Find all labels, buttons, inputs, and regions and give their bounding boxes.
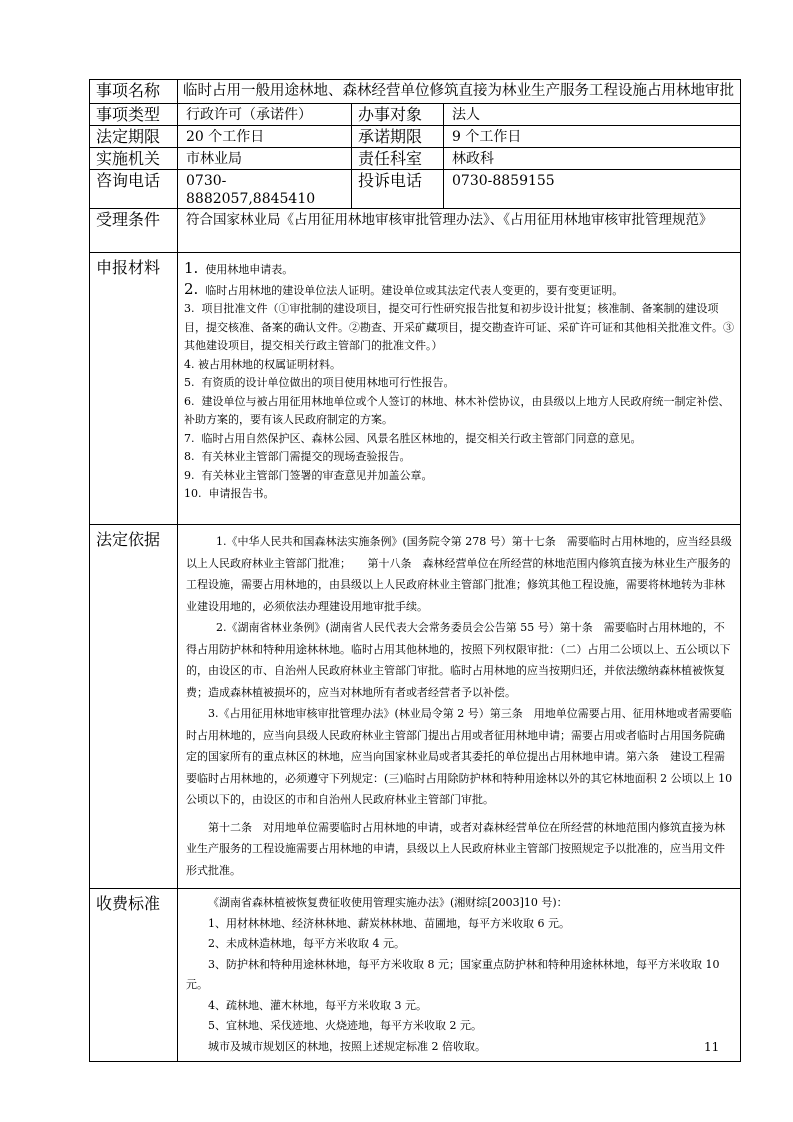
fees-label: 收费标准 bbox=[90, 889, 178, 1062]
legal-limit-label: 法定期限 bbox=[90, 126, 178, 148]
materials-item-text: 建设单位与被占用征用林地单位或个人签订的林地、林木补偿协议，由县级以上地方人民政府统一制定补偿、补助方案的，要有该人民政府制定的方案。 bbox=[184, 394, 730, 426]
materials-item-text: 有关林业主管部门需提交的现场查验报告。 bbox=[201, 450, 411, 463]
materials-item-num: 1. bbox=[184, 259, 199, 277]
legal-basis-paragraph: 第十二条 对用地单位需要临时占用林地的申请，或者对森林经营单位在所经营的林地范围内修筑直接为林业生产服务的工程设施需要占用林地的申请，县级以上人民政府林业主管部门按照规定予以批准的，应当用文件形式批准。 bbox=[186, 820, 725, 877]
complaint-phone-label: 投诉电话 bbox=[352, 170, 444, 209]
office-value: 林政科 bbox=[444, 148, 741, 170]
materials-item bbox=[184, 448, 734, 467]
materials-item-num: 2. bbox=[184, 279, 199, 298]
materials-item bbox=[184, 259, 734, 280]
fees-line: 4、疏林地、灌木林地，每平方米收取 3 元。 bbox=[208, 998, 427, 1012]
row-fees bbox=[90, 889, 741, 1062]
legal-basis-paragraph: 3.《占用征用林地审核审批管理办法》(林业局令第 2 号）第三条 用地单位需要占用、征用林地或者需要临时占用林地的，应当向县级人民政府林业主管部门提出占用或者征用林地申请；需要占用或者临时占用国务院确定的国家所有的重点林区的林地，应当向国家林业局或者其委托的单位提出占用林地申请。第六条 建设工程需要临时占用林地的，必须遵守下列规定：(三)临时占用除防护林和特种用途林以外的其它林地面积 2 公顷以上 10 公顷以下的，由设区的市和自治州人民政府林业主管部门审批。 bbox=[186, 707, 733, 806]
fees-line: 3、防护林和特种用途林林地，每平方米收取 8 元；国家重点防护林和特种用途林林地，每平方米收取 10 元。 bbox=[186, 957, 720, 991]
consult-phone-value: 0730-8882057,8845410 bbox=[178, 170, 352, 209]
materials-item bbox=[184, 300, 734, 356]
agency-label: 实施机关 bbox=[90, 148, 178, 170]
fees-line: 2、未成林造林地，每平方米收取 4 元。 bbox=[208, 937, 405, 950]
row-item-name bbox=[90, 80, 741, 104]
materials-label: 申报材料 bbox=[90, 253, 178, 525]
legal-basis-paragraph: 1.《中华人民共和国森林法实施条例》(国务院令第 278 号）第十七条 需要临时占用林地的，应当经县级以上人民政府林业主管部门批准； 第十八条 森林经营单位在所经营的林地范围内修筑直接为林业生产服务的工程设施，需要占用林地的，由县级以上人民政府林业主管部门批准；修筑其他工程设施，需要将林地转为非林业建设用地的，必须依法办理建设用地审批手续。 bbox=[186, 535, 732, 613]
row-consult bbox=[90, 170, 741, 209]
materials-item-num: 8. bbox=[184, 450, 195, 463]
item-name-value: 临时占用一般用途林地、森林经营单位修筑直接为林业生产服务工程设施占用林地审批 bbox=[178, 80, 741, 104]
materials-item-text: 使用林地申请表。 bbox=[205, 263, 294, 276]
row-materials bbox=[90, 253, 741, 525]
legal-limit-value: 20 个工作日 bbox=[178, 126, 352, 148]
row-conditions bbox=[90, 209, 741, 253]
target-value: 法人 bbox=[444, 104, 741, 126]
promise-limit-label: 承诺期限 bbox=[352, 126, 444, 148]
materials-item-text: 申请报告书。 bbox=[208, 487, 275, 500]
materials-item-num: 3. bbox=[184, 302, 195, 315]
legal-basis-text bbox=[178, 525, 741, 889]
fees-line: 《湖南省森林植被恢复费征收使用管理实施办法》(湘财综[2003]10 号)： bbox=[208, 896, 568, 909]
materials-item-num: 9. bbox=[184, 468, 195, 482]
complaint-phone-value: 0730-8859155 bbox=[444, 170, 741, 209]
fees-line: 1、用材林林地、经济林林地、薪炭林林地、苗圃地，每平方米收取 6 元。 bbox=[208, 916, 570, 930]
materials-item-text: 临时占用林地的建设单位法人证明。建设单位或其法定代表人变更的，要有变更证明。 bbox=[205, 283, 624, 297]
consult-phone-label: 咨询电话 bbox=[90, 170, 178, 209]
materials-item-text: 有资质的设计单位做出的项目使用林地可行性报告。 bbox=[201, 376, 455, 389]
materials-item bbox=[184, 430, 734, 449]
materials-item-text: 有关林业主管部门签署的审查意见并加盖公章。 bbox=[201, 468, 433, 482]
materials-item-num: 5. bbox=[184, 376, 195, 389]
conditions-label: 受理条件 bbox=[90, 209, 178, 253]
fees-line: 5、宜林地、采伐迹地、火烧迹地，每平方米收取 2 元。 bbox=[208, 1019, 482, 1032]
fees-line: 城市及城市规划区的林地，按照上述规定标准 2 倍收取。 bbox=[208, 1039, 486, 1053]
materials-item bbox=[184, 356, 734, 375]
row-item-type bbox=[90, 104, 741, 126]
materials-item bbox=[184, 467, 734, 486]
target-label: 办事对象 bbox=[352, 104, 444, 126]
item-name-label: 事项名称 bbox=[90, 80, 178, 104]
legal-basis-label: 法定依据 bbox=[90, 525, 178, 889]
materials-item-num: 4. bbox=[184, 357, 195, 371]
service-item-table bbox=[89, 79, 741, 1062]
materials-item bbox=[184, 374, 734, 393]
item-type-label: 事项类型 bbox=[90, 104, 178, 126]
materials-item bbox=[184, 393, 734, 430]
materials-list bbox=[178, 253, 741, 525]
materials-item-num: 6. bbox=[184, 394, 195, 408]
materials-item-num: 10. bbox=[184, 487, 202, 500]
row-legal-basis bbox=[90, 525, 741, 889]
materials-item-text: 项目批准文件（①审批制的建设项目，提交可行性研究报告批复和初步设计批复；核准制、备案制的建设项目，提交核准、备案的确认文件。②勘查、开采矿藏项目，提交勘查许可证、采矿许可证和其他相关批准文件。③其他建设项目，提交相关行政主管部门的批准文件。） bbox=[184, 302, 734, 352]
agency-value: 市林业局 bbox=[178, 148, 352, 170]
row-agency bbox=[90, 148, 741, 170]
office-label: 责任科室 bbox=[352, 148, 444, 170]
materials-item-text: 临时占用自然保护区、森林公园、风景名胜区林地的，提交相关行政主管部门同意的意见。 bbox=[201, 431, 642, 445]
page-number: 11 bbox=[704, 1040, 720, 1054]
materials-item bbox=[184, 485, 734, 504]
materials-item bbox=[184, 280, 734, 301]
row-legal-limit bbox=[90, 126, 741, 148]
item-type-value: 行政许可（承诺件） bbox=[178, 104, 352, 126]
promise-limit-value: 9 个工作日 bbox=[444, 126, 741, 148]
legal-basis-paragraph: 2.《湖南省林业条例》(湖南省人民代表大会常务委员会公告第 55 号）第十条 需要临时占用林地的，不得占用防护林和特种用途林林地。临时占用其他林地的，按照下列权限审批：（二）占用二公顷以上、五公顷以下的，由设区的市、自治州人民政府林业主管部门审批。临时占用林地的应当按期归还，并依法缴纳森林植被恢复费；造成森林植被损坏的，应当对林地所有者或者经营者予以补偿。 bbox=[186, 621, 731, 699]
materials-item-text: 被占用林地的权属证明材料。 bbox=[198, 357, 341, 371]
fees-text bbox=[178, 889, 741, 1062]
materials-item-num: 7. bbox=[184, 431, 195, 445]
conditions-value: 符合国家林业局《占用征用林地审核审批管理办法》、《占用征用林地审核审批管理规范》 bbox=[178, 209, 741, 253]
